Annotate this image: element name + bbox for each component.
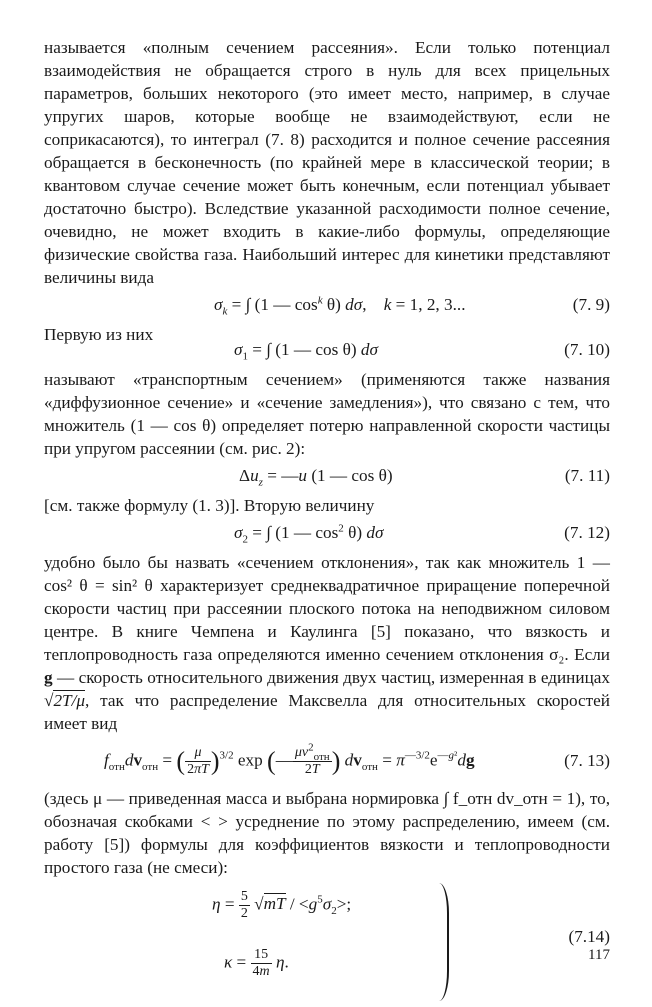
- equation-7-11-body: $\Delta u_z$ = —u (1 — cos θ): [239, 466, 393, 489]
- equation-brace: [439, 883, 449, 1001]
- equation-7-13-body: $f_{отн}dv_{отн}$ = ( $\frac{\mu}{2\pi T}$ )$^{3/2}$ exp (— $\frac{\mu v^2_{отн}}{2T}$ ) $dv_{отн} = \pi^{—3/2}e^{—g^2}dg$: [104, 741, 475, 777]
- equation-7-14-kappa: κ = $\frac{15}{4m}$ η.: [224, 947, 289, 979]
- equation-7-14-number: (7.14): [568, 927, 610, 946]
- equation-7-11-number: (7. 11): [564, 466, 610, 485]
- paragraph-5: удобно было бы назвать «сечением отклонения», так как множитель 1 — cos² θ = sin² θ характеризует среднеквадратичное приращение поперечной скорости частиц при рассеянии плоского потока на неподвижном силовом центре. В книге Чемпена и Каулинга [5] показано, что вязкость и теплопроводность газа определяются именно сечением отклонения σ₂. Если g — скорость относительного движения двух частиц, измеренная в единицах √2T/μ, так что распределение Максвелла для относительных скоростей имеет вид: [44, 553, 611, 733]
- paragraph-6: (здесь μ — приведенная масса и выбрана нормировка ∫ f_отн dv_отн = 1), то, обозначая скобками < > усреднение по этому распределению, имеем (см. работу [5]) формулы для коэффициентов вязкости и теплопроводности простого газа (не смеси):: [44, 789, 610, 877]
- equation-7-13-number: (7. 13): [564, 751, 610, 770]
- equation-7-9-body: $\sigma_k$ = ∫ (1 — $\cos^k \theta$) dσ, k = 1, 2, 3...: [214, 294, 466, 318]
- paragraph-5c: , так что распределение Максвелла для относительных скоростей имеет вид: [44, 691, 610, 733]
- equation-7-12-number: (7. 12): [564, 523, 610, 542]
- equation-7-10-number: (7. 10): [564, 340, 610, 359]
- equation-7-10: [44, 334, 610, 368]
- paragraph-5b: — скорость относительного движения двух частиц, измеренная в единицах: [57, 668, 611, 687]
- page-number: 117: [588, 947, 610, 963]
- equation-7-9: [44, 289, 610, 323]
- paragraph-4: [см. также формулу (1. 3)]. Вторую величину: [44, 496, 375, 515]
- equation-7-13: [44, 735, 610, 787]
- paragraph-3: называют «транспортным сечением» (применяются также названия «диффузионное сечение» и «сечение замедления»), что связано с тем, что множитель (1 — cos θ) определяет потерю направленной скорости частицы при упругом рассеянии (см. рис. 2):: [44, 370, 610, 458]
- equation-7-14-eta: η = $\frac{5}{2}$ $√mT / <g^5\sigma_2>$;: [212, 889, 352, 921]
- equation-7-12: [44, 517, 610, 551]
- paragraph-5a: удобно было бы назвать «сечением отклонения», так как множитель 1 — cos² θ = sin² θ характеризует среднеквадратичное приращение поперечной скорости частиц при рассеянии плоского потока на неподвижном силовом центре. В книге Чемпена и Каулинга [5] показано, что вязкость и теплопроводность газа определяются именно сечением отклонения σ₂. Если: [44, 553, 610, 664]
- symbol-g: g: [44, 668, 53, 687]
- equation-7-12-body: $\sigma_2$ = ∫ (1 — $\cos^2 \theta$) dσ: [234, 522, 384, 546]
- paragraph-1: называется «полным сечением рассеяния». Если только потенциал взаимодействия не обращается строго в нуль для всех прицельных параметров, больших некоторого (это имеет место, например, в случае упругих шаров, которые вообще не взаимодействуют, если не соприкасаются), то интеграл (7. 8) расходится и полное сечение рассеяния обращается в бесконечность (по крайней мере в классической теории; в квантовом случае сечение может быть конечным, если потенциал убывает достаточно быстро). Вследствие указанной расходимости полное сечение, очевидно, не может входить в какие-либо формулы, определяющие физические свойства газа. Наибольший интерес для кинетики представляют величины вида: [44, 38, 610, 287]
- equation-7-14: [44, 883, 610, 1007]
- equation-7-10-body: $\sigma_1$ = ∫ (1 — cos θ) dσ: [234, 340, 378, 363]
- equation-7-11: [44, 460, 610, 494]
- page-content: [44, 36, 610, 1007]
- sqrt-2t-mu: 2T/μ: [53, 691, 85, 710]
- equation-7-9-number: (7. 9): [572, 295, 610, 314]
- paragraph-2: Первую из них: [44, 325, 154, 344]
